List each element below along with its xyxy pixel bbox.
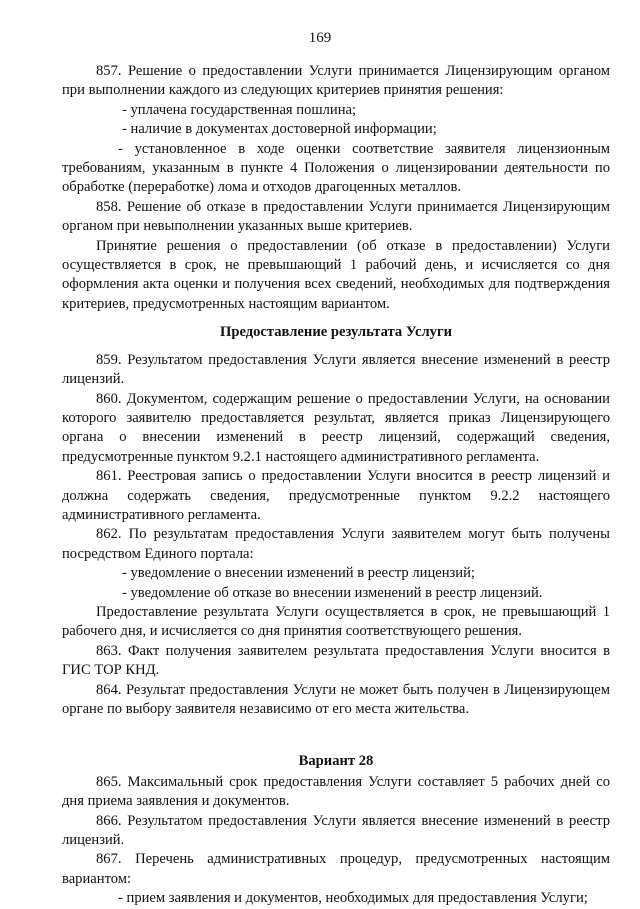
list-item-reliable-info: - наличие в документах достоверной информации; xyxy=(122,121,437,138)
paragraph-862: 862. По результатам предоставления Услуги заявителем могут быть получены посредством Единого портала: xyxy=(62,526,610,562)
paragraph-857: 857. Решение о предоставлении Услуги принимается Лицензирующим органом при выполнении каждого из следующих критериев принятия решения: xyxy=(62,63,610,99)
list-item-state-fee: - уплачена государственная пошлина; xyxy=(122,101,357,118)
variant-heading: Вариант 28 xyxy=(298,753,374,770)
paragraph-result-term: Предоставление результата Услуги осуществляется в срок, не превышающий 1 рабочего дня, и исчисляется со дня принятия соответствующего решения. xyxy=(62,603,610,640)
paragraph-867: 867. Перечень административных процедур, предусмотренных настоящим вариантом: xyxy=(62,851,610,887)
page-number: 169 xyxy=(308,30,332,46)
paragraph-858: 858. Решение об отказе в предоставлении Услуги принимается Лицензирующим органом при невыполнении указанных выше критериев. xyxy=(62,198,610,235)
paragraph-863: 863. Факт получения заявителем результата предоставления Услуги вносится в ГИС ТОР КНД. xyxy=(62,642,610,679)
paragraph-864: 864. Результат предоставления Услуги не может быть получен в Лицензирующем органе по выбору заявителя независимо от его места жительства. xyxy=(62,681,610,717)
paragraph-decision-term: Принятие решения о предоставлении (об отказе в предоставлении) Услуги осуществляется в срок, не превышающий 1 рабочий день, и исчисляется со дня оформления акта оценки и получения всех сведений, необходимых для подтверждения критериев, предусмотренных настоящим вариантом. xyxy=(62,237,610,312)
paragraph-866: 866. Результатом предоставления Услуги является внесение изменений в реестр лицензий. xyxy=(62,812,610,849)
paragraph-859: 859. Результатом предоставления Услуги является внесение изменений в реестр лицензий. xyxy=(62,351,610,388)
section-heading: Предоставление результата Услуги xyxy=(220,324,452,341)
paragraph-865: 865. Максимальный срок предоставления Услуги составляет 5 рабочих дней со дня приема заявления и документов. xyxy=(62,773,610,810)
list-item-refusal-notice: - уведомление об отказе во внесении изменений в реестр лицензий. xyxy=(122,584,543,601)
list-item-change-notice: - уведомление о внесении изменений в реестр лицензий; xyxy=(122,565,475,582)
document-body xyxy=(62,62,610,909)
list-item-compliance: - установленное в ходе оценки соответствие заявителя лицензионным требованиям, указанным в пункте 4 Положения о лицензировании деятельности по обработке (переработке) лома и отходов драгоценных металлов. xyxy=(62,140,610,196)
paragraph-860: 860. Документом, содержащим решение о предоставлении Услуги, на основании которого заявителю предоставляется результат, является приказ Лицензирующего органа о внесении изменений в реестр лицензий, содержащий сведения, предусмотренные пунктом 9.2.1 настоящего административного регламента. xyxy=(62,390,610,465)
paragraph-861: 861. Реестровая запись о предоставлении Услуги вносится в реестр лицензий и должна содержать сведения, предусмотренные пунктом 9.2.2 настоящего административного регламента. xyxy=(62,468,610,523)
list-item-application-intake: - прием заявления и документов, необходимых для предоставления Услуги; xyxy=(118,890,588,907)
